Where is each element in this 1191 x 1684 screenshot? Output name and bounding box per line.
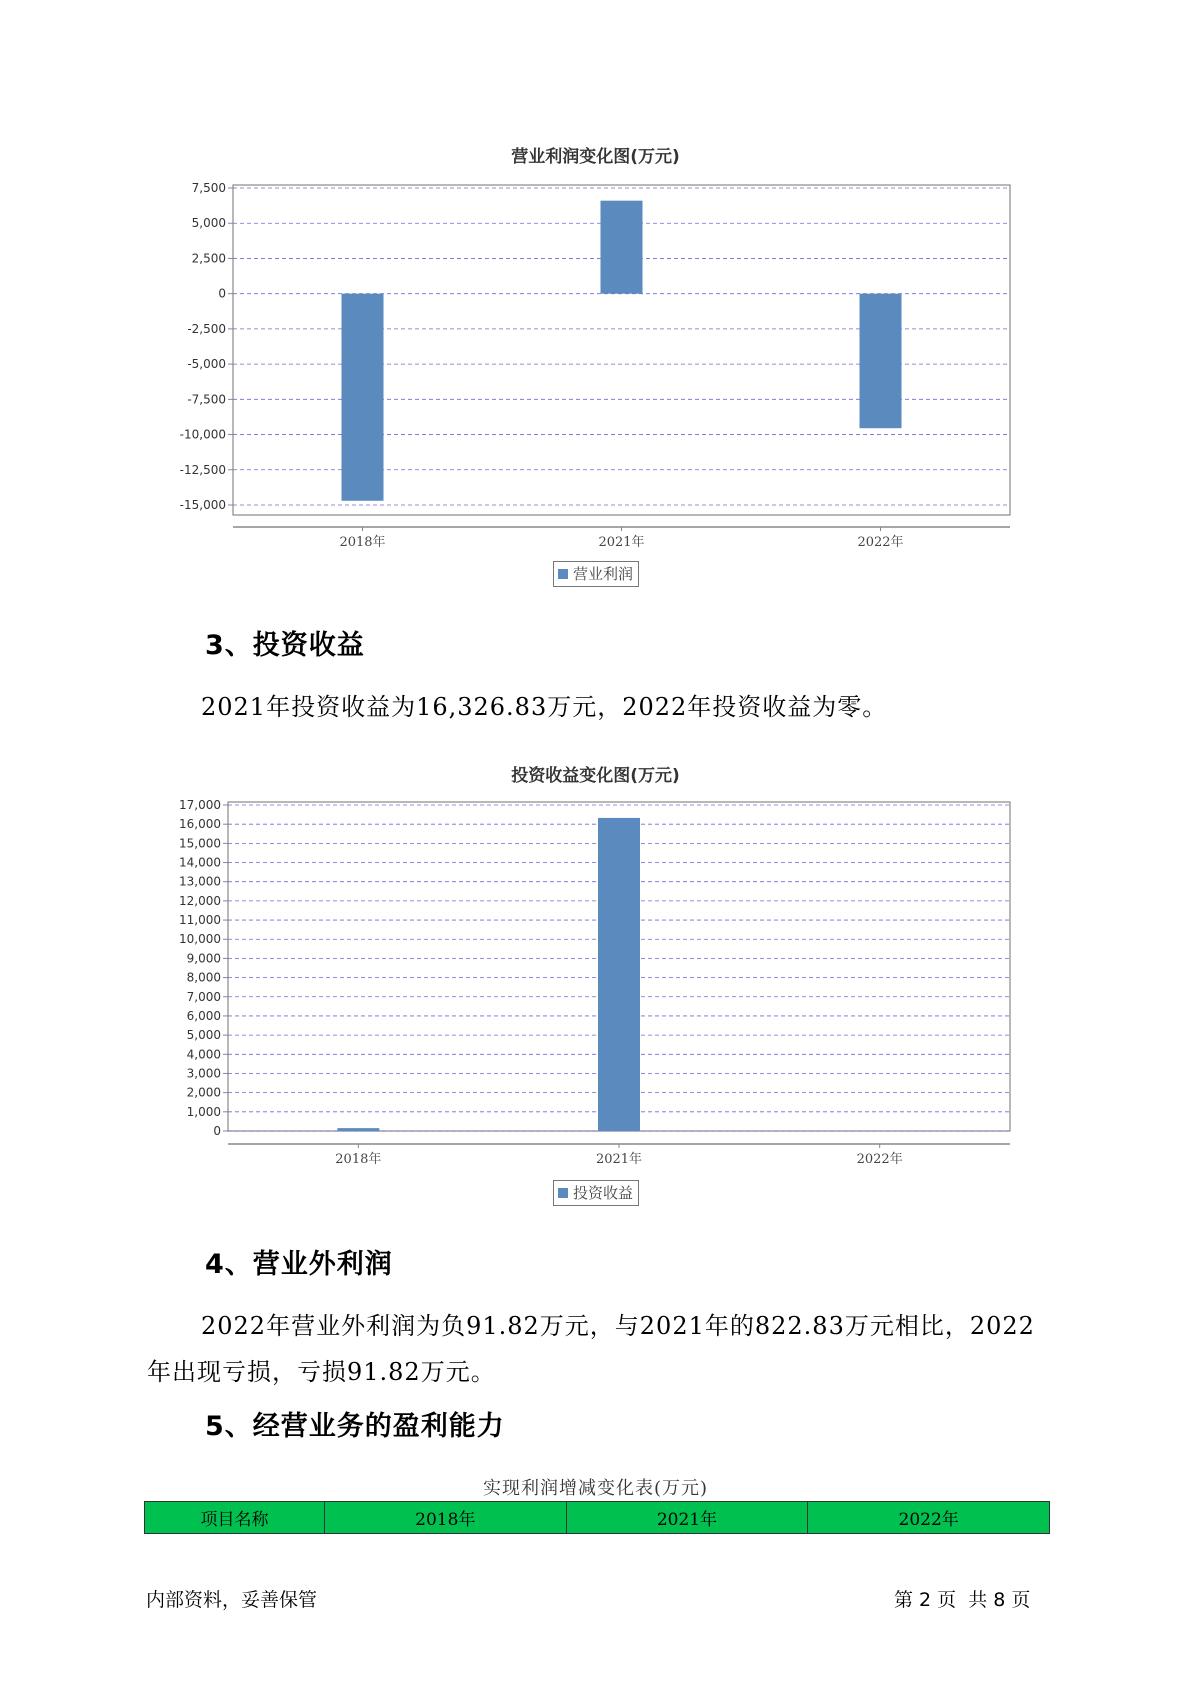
y-tick-label: 2,000: [186, 1085, 221, 1100]
x-tick-label: 2018年: [335, 1152, 382, 1167]
y-tick-label: 8,000: [186, 970, 221, 985]
y-tick-label: 6,000: [186, 1008, 221, 1023]
y-tick-label: -15,000: [179, 498, 226, 512]
table-caption: 实现利润增减变化表(万元): [482, 1478, 709, 1499]
chart2-legend-label: 投资收益: [573, 1184, 634, 1202]
y-tick-label: 15,000: [179, 836, 221, 851]
section3-heading: 3、投资收益: [205, 630, 365, 661]
section4-heading: 4、营业外利润: [205, 1249, 393, 1280]
chart2-legend: [553, 1180, 639, 1206]
y-tick-label: -5,000: [187, 357, 226, 372]
x-tick-label: 2022年: [857, 535, 904, 550]
header-2022: 2022年: [808, 1502, 1050, 1534]
y-tick-label: 13,000: [179, 874, 221, 889]
header-2021: 2021年: [566, 1502, 808, 1534]
y-tick-label: 4,000: [186, 1047, 221, 1062]
footer-right: 第 2 页 共 8 页: [894, 1589, 1031, 1611]
bar: [337, 1128, 379, 1131]
y-tick-label: 16,000: [179, 817, 221, 832]
y-tick-label: 2,500: [191, 251, 226, 266]
y-tick-label: 11,000: [179, 913, 221, 928]
y-tick-label: 5,000: [186, 1028, 221, 1043]
y-tick-label: -2,500: [187, 321, 226, 336]
x-tick-label: 2022年: [856, 1152, 903, 1167]
table-header-row: [145, 1502, 1050, 1534]
footer-left: 内部资料，妥善保管: [146, 1589, 318, 1611]
x-tick-label: 2021年: [595, 1152, 643, 1167]
y-tick-label: 0: [218, 286, 226, 301]
y-tick-label: 3,000: [186, 1066, 221, 1081]
profit-change-table: [144, 1501, 1050, 1534]
section4-paragraph-line1: 2022年营业外利润为负91.82万元，与2021年的822.83万元相比，2022: [201, 1312, 1035, 1340]
chart2-title: 投资收益变化图(万元): [511, 766, 680, 786]
header-item-name: 项目名称: [145, 1502, 325, 1534]
y-tick-label: 7,500: [191, 181, 226, 195]
header-2018: 2018年: [324, 1502, 566, 1534]
y-tick-label: 1,000: [186, 1104, 221, 1119]
section3-paragraph: 2021年投资收益为16,326.83万元，2022年投资收益为零。: [201, 693, 888, 721]
y-tick-label: 17,000: [179, 798, 221, 812]
y-tick-label: -10,000: [179, 427, 226, 442]
section5-heading: 5、经营业务的盈利能力: [205, 1411, 505, 1442]
legend-swatch: [558, 1188, 568, 1198]
x-tick-label: 2018年: [339, 535, 386, 550]
chart1-title: 营业利润变化图(万元): [511, 147, 680, 167]
y-tick-label: 0: [213, 1124, 221, 1138]
x-tick-label: 2021年: [598, 535, 645, 550]
bar: [598, 818, 640, 1131]
y-tick-label: 14,000: [179, 855, 221, 870]
y-tick-label: 12,000: [179, 893, 221, 908]
chart1-legend-label: 营业利润: [573, 565, 634, 583]
y-tick-label: 9,000: [186, 951, 221, 966]
y-tick-label: -12,500: [179, 462, 226, 477]
y-tick-label: -7,500: [187, 392, 226, 407]
y-tick-label: 7,000: [186, 989, 221, 1004]
y-tick-label: 10,000: [179, 932, 221, 947]
section4-paragraph-line2: 年出现亏损，亏损91.82万元。: [147, 1358, 496, 1386]
y-tick-label: 5,000: [191, 216, 226, 231]
